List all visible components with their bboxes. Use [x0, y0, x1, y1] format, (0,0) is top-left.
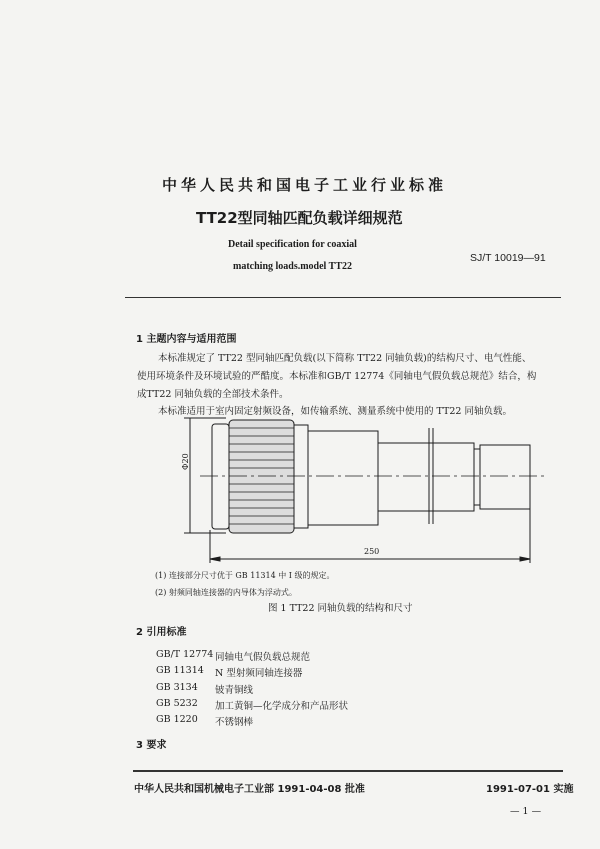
ring — [294, 425, 308, 528]
figure-caption: 图 1 TT22 同轴负载的结构和尺寸 — [268, 603, 413, 614]
ref-title: N 型射频同轴连接器 — [215, 668, 303, 679]
english-title-line1: Detail specification for coaxial — [228, 239, 357, 250]
english-title-line2: matching loads.model TT22 — [233, 261, 352, 272]
standard-code: SJ/T 10019—91 — [470, 252, 546, 264]
ref-title: 同轴电气假负载总规范 — [215, 652, 311, 663]
figure-note-1: (1) 连接部分尺寸优于 GB 11314 中 I 级的规定。 — [155, 571, 335, 580]
ref-code: GB 11314 — [156, 665, 204, 676]
approval-text: 中华人民共和国机械电子工业部 1991-04-08 批准 — [134, 784, 365, 795]
connector-end — [212, 424, 229, 529]
ref-title: 不锈钢棒 — [215, 717, 254, 728]
section1-heading: 1 主题内容与适用范围 — [136, 334, 237, 345]
groove — [474, 449, 480, 505]
page-number: — 1 — — [510, 806, 542, 817]
section1-para1-line2: 使用环境条件及环境试验的严酷度。本标准和GB/T 12774《同轴电气假负载总规范》结合，构 — [137, 371, 537, 382]
effective-date: 1991-07-01 实施 — [486, 784, 574, 795]
diameter-label: Φ20 — [181, 453, 190, 470]
section2-heading: 2 引用标准 — [136, 627, 187, 638]
shaft — [378, 443, 474, 511]
ref-code: GB 3134 — [156, 682, 198, 693]
ref-title: 铍青铜线 — [215, 685, 254, 696]
ref-title: 加工黄铜—化学成分和产品形状 — [215, 701, 349, 712]
figure-note-2: (2) 射频同轴连接器的内导体为浮动式。 — [155, 588, 297, 597]
ref-code: GB/T 12774 — [156, 649, 214, 660]
ref-code: GB 1220 — [156, 714, 198, 725]
length-label: 250 — [364, 547, 380, 556]
section1-para2: 本标准适用于室内固定射频设备，如传输系统、测量系统中使用的 TT22 同轴负载。 — [158, 406, 512, 417]
ref-code: GB 5232 — [156, 698, 198, 709]
end-cap — [480, 445, 530, 509]
doc-title: TT22型同轴匹配负载详细规范 — [196, 209, 403, 227]
org-title: 中华人民共和国电子工业行业标准 — [162, 176, 448, 194]
section1-para1-line1: 本标准规定了 TT22 型同轴匹配负载(以下简称 TT22 同轴负载)的结构尺寸、电气性能、 — [158, 353, 532, 364]
section3-heading: 3 要求 — [136, 740, 167, 751]
section1-para1-line3: 成TT22 同轴负载的全部技术条件。 — [137, 389, 289, 400]
footer-rule — [133, 770, 563, 772]
body — [308, 431, 378, 525]
